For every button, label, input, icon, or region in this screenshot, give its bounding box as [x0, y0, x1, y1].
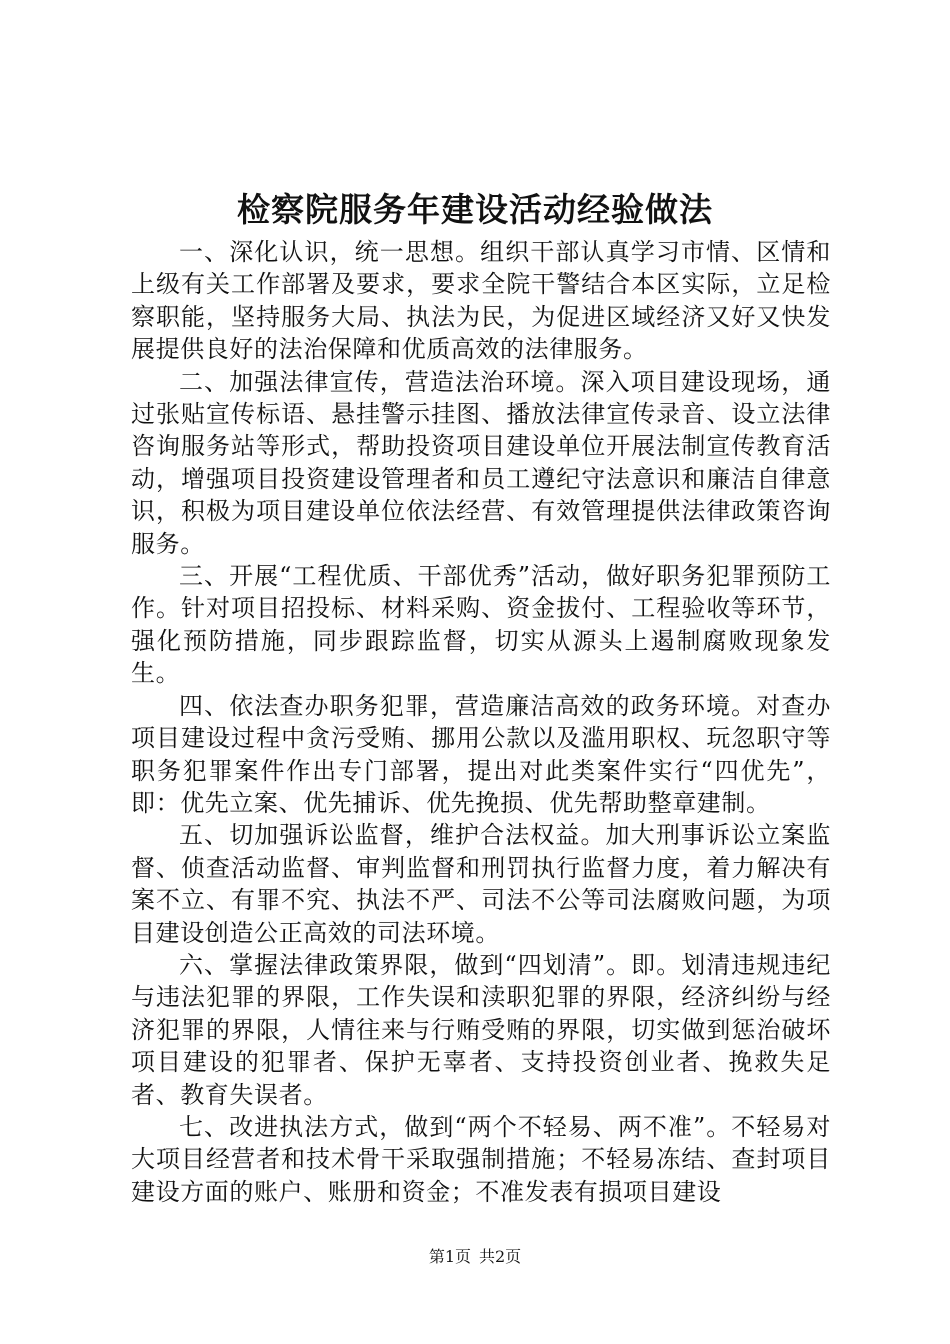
page-footer [0, 1246, 950, 1268]
paragraph-7: 七、改进执法方式，做到“两个不轻易、两不准”。不轻易对大项目经营者和技术骨干采取强制措施；不轻易冻结、查封项目建设方面的账户、账册和资金；不准发表有损项目建设 [131, 1112, 831, 1206]
paragraph-4: 四、依法查办职务犯罪，营造廉洁高效的政务环境。对查办项目建设过程中贪污受贿、挪用公款以及滥用职权、玩忽职守等职务犯罪案件作出专门部署，提出对此类案件实行“四优先”，即：优先立案、优先捕诉、优先挽损、优先帮助整章建制。 [131, 691, 831, 817]
paragraph-6: 六、掌握法律政策界限，做到“四划清”。即。划清违规违纪与违法犯罪的界限，工作失误和渎职犯罪的界限，经济纠纷与经济犯罪的界限，人情往来与行贿受贿的界限，切实做到惩治破坏项目建设的犯罪者、保护无辜者、支持投资创业者、挽救失足者、教育失误者。 [131, 950, 831, 1109]
paragraph-1: 一、深化认识，统一思想。组织干部认真学习市情、区情和上级有关工作部署及要求，要求全院干警结合本区实际，立足检察职能，坚持服务大局、执法为民，为促进区域经济又好又快发展提供良好的法治保障和优质高效的法律服务。 [131, 238, 831, 364]
paragraph-3: 三、开展“工程优质、干部优秀”活动，做好职务犯罪预防工作。针对项目招投标、材料采购、资金拔付、工程验收等环节，强化预防措施，同步跟踪监督，切实从源头上遏制腐败现象发生。 [131, 562, 831, 688]
page-number-total: 共2页 [479, 1247, 522, 1266]
document-body [131, 236, 831, 1208]
paragraph-5: 五、切加强诉讼监督，维护合法权益。加大刑事诉讼立案监督、侦查活动监督、审判监督和刑罚执行监督力度，着力解决有案不立、有罪不究、执法不严、司法不公等司法腐败问题，为项目建设创造公正高效的司法环境。 [131, 821, 831, 947]
paragraph-2: 二、加强法律宣传，营造法治环境。深入项目建设现场，通过张贴宣传标语、悬挂警示挂图、播放法律宣传录音、设立法律咨询服务站等形式，帮助投资项目建设单位开展法制宣传教育活动，增强项目投资建设管理者和员工遵纪守法意识和廉洁自律意识，积极为项目建设单位依法经营、有效管理提供法律政策咨询服务。 [131, 367, 831, 558]
page-number-current: 第1页 [428, 1247, 471, 1266]
document-title: 检察院服务年建设活动经验做法 [237, 190, 713, 229]
